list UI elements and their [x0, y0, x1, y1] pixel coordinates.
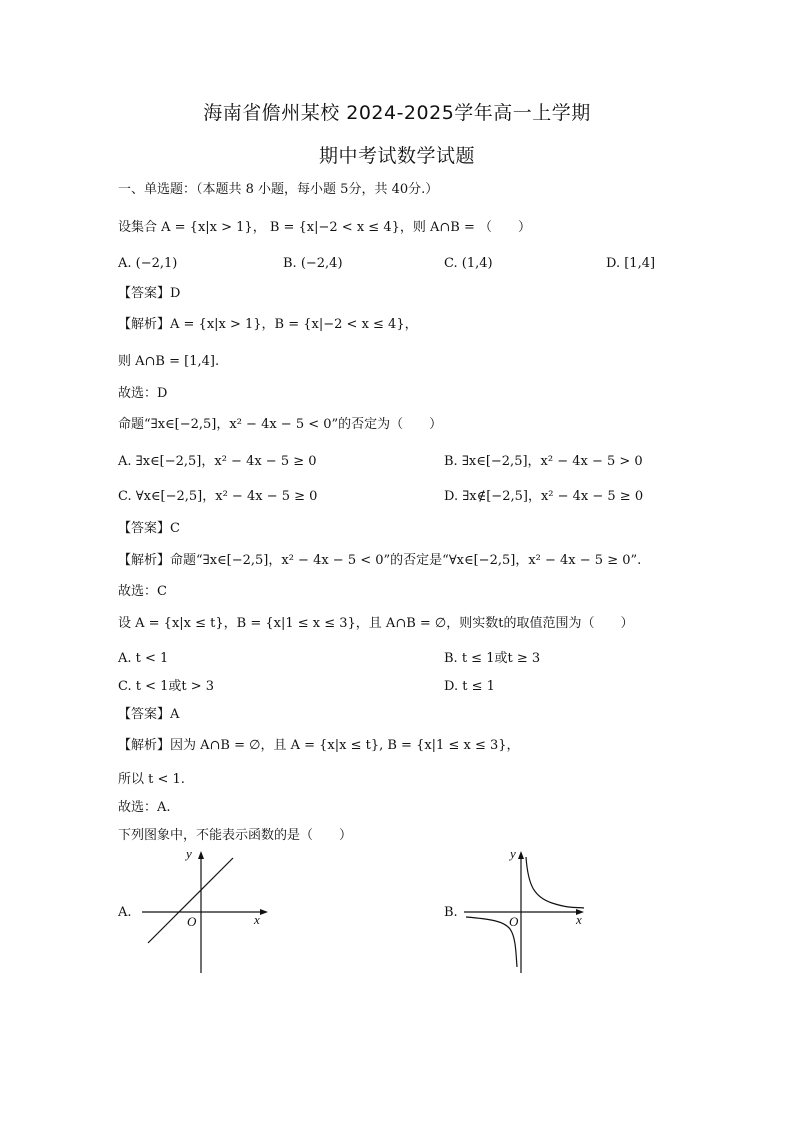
graph-a-y-label: y	[186, 846, 192, 861]
graph-a-x-label: x	[254, 912, 260, 927]
q2-option-a: A. ∃x∈[−2,5]，x² − 4x − 5 ≥ 0	[118, 454, 317, 469]
q4-option-b: B.	[444, 905, 458, 920]
graph-b-branch-right	[526, 857, 584, 908]
q1-answer: 【答案】D	[118, 286, 181, 301]
question-2-stem: 命题“∃x∈[−2,5]，x² − 4x − 5 < 0”的否定为（ ）	[118, 417, 443, 432]
q2-option-b: B. ∃x∈[−2,5]，x² − 4x − 5 > 0	[444, 454, 643, 469]
q4-option-a: A.	[118, 905, 132, 920]
question-3-stem: 设 A = {x|x ≤ t}，B = {x|1 ≤ x ≤ 3}，且 A∩B = ∅，则实数t的取值范围为（ ）	[118, 616, 634, 631]
question-4-stem: 下列图象中，不能表示函数的是（ ）	[118, 828, 353, 843]
q3-choose: 故选：A.	[118, 800, 171, 815]
section-heading: 一、单选题：（本题共 8 小题，每小题 5分，共 40分.）	[118, 182, 439, 197]
q3-analysis-line2: 所以 t < 1.	[118, 772, 185, 787]
q1-option-d: D. [1,4]	[606, 256, 656, 271]
q2-choose: 故选：C	[118, 584, 167, 599]
graph-b-y-arrow	[518, 851, 524, 859]
graph-a-origin-label: O	[187, 914, 197, 929]
graph-a-y-arrow	[198, 851, 204, 859]
q2-answer: 【答案】C	[118, 521, 180, 536]
q1-option-c: C. (1,4)	[444, 256, 493, 271]
q1-choose: 故选：D	[118, 386, 168, 401]
q2-option-c: C. ∀x∈[−2,5]，x² − 4x − 5 ≥ 0	[118, 489, 318, 504]
q3-answer: 【答案】A	[118, 707, 180, 722]
q3-option-a: A. t < 1	[118, 651, 169, 666]
q2-option-d: D. ∃x∉[−2,5]，x² − 4x − 5 ≥ 0	[444, 489, 644, 504]
q1-option-b: B. (−2,4)	[283, 256, 343, 271]
q1-analysis-line1: 【解析】A = {x|x > 1}，B = {x|−2 < x ≤ 4}，	[118, 317, 418, 332]
q3-option-b: B. t ≤ 1或t ≥ 3	[444, 651, 541, 666]
q1-option-a: A. (−2,1)	[118, 256, 178, 271]
graph-b-x-label: x	[576, 912, 582, 927]
graph-a-line	[148, 858, 233, 943]
q2-analysis-line1: 【解析】命题“∃x∈[−2,5]，x² − 4x − 5 < 0”的否定是“∀x∈[−2,5]，x² − 4x − 5 ≥ 0”.	[118, 553, 642, 568]
q1-analysis-line2: 则 A∩B = [1,4].	[118, 354, 220, 369]
graph-b-origin-label: O	[509, 914, 519, 929]
exam-title-line1: 海南省儋州某校 2024-2025学年高一上学期	[203, 102, 591, 124]
q3-option-c: C. t < 1或t > 3	[118, 679, 215, 694]
question-1-stem: 设集合 A = {x|x > 1}， B = {x|−2 < x ≤ 4}，则 A∩B = （ ）	[118, 220, 531, 235]
exam-title-line2: 期中考试数学试题	[318, 145, 475, 167]
q4-graph-a	[138, 845, 273, 975]
graph-b-y-label: y	[510, 846, 516, 861]
q4-graph-b	[460, 845, 590, 975]
q3-option-d: D. t ≤ 1	[444, 679, 495, 694]
graph-a-x-arrow	[260, 909, 268, 915]
q3-analysis-line1: 【解析】因为 A∩B = ∅，且 A = {x|x ≤ t}, B = {x|1 ≤ x ≤ 3}，	[118, 738, 520, 753]
